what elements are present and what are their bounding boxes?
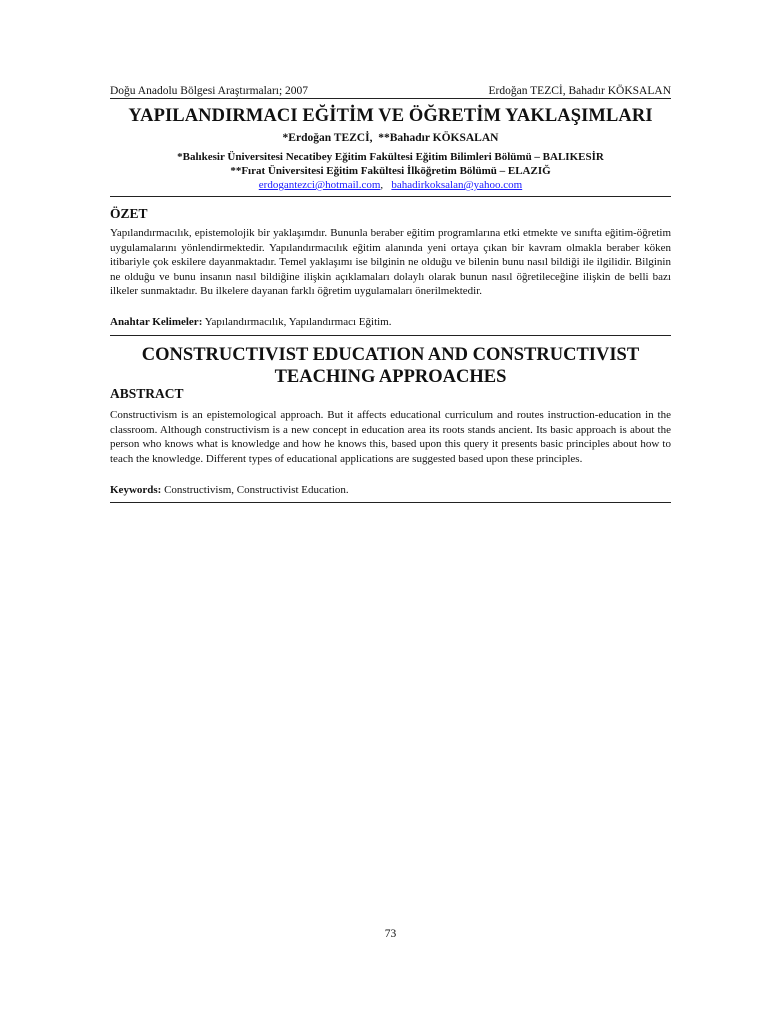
divider bbox=[110, 335, 671, 336]
ozet-text: Yapılandırmacılık, epistemolojik bir yaklaşımdır. Bununla beraber eğitim programlarına etki etmekte ve sınıfta eğitim-öğretim uygulamalarını yönlendirmektedir. Yapılandırmacılık eğitim alanında yeni ortaya çıkan bir kavram olmakla beraber köken itibariyle çok eskilere dayanmaktadır. Temel yaklaşımı ise bilginin ne olduğu ve bilenin bunu nasıl bildiği ile ilgilidir. Bilginin ne olduğu ve bunu insanın nasıl bildiğine ilişkin açıklamaları dolaylı olarak bunun nasıl öğretileceğine ilişkin de belli bazı ilkeler sunmaktadır. Bu ilkelere dayanan farklı öğretim uygulamaları önerilmektedir. bbox=[110, 227, 671, 298]
title-turkish: YAPILANDIRMACI EĞİTİM VE ÖĞRETİM YAKLAŞIMLARI bbox=[128, 106, 653, 126]
author-line bbox=[110, 132, 671, 144]
email-separator: , bbox=[380, 179, 384, 191]
divider bbox=[110, 502, 671, 503]
keywords-turkish bbox=[110, 316, 671, 328]
author-2: **Bahadır KÖKSALAN bbox=[378, 132, 499, 144]
abstract-heading: ABSTRACT bbox=[110, 386, 184, 401]
page-number: 73 bbox=[384, 928, 397, 940]
title-english-line-2: TEACHING APPROACHES bbox=[274, 367, 507, 387]
keywords-english bbox=[110, 484, 671, 496]
affiliation-1: *Balıkesir Üniversitesi Necatibey Eğitim Fakültesi Eğitim Bilimleri Bölümü – BALIKESİR bbox=[177, 151, 604, 163]
abstract-text: Constructivism is an epistemological approach. But it affects educational curriculum and routes instruction-education in the classroom. Although constructivism is a new concept in education area its roots stands ancient. Its basic approach is about the person who knows what is knowledge and how he knows this, based upon this query it presents basic principles about how to teach the knowledge. Different types of educational applications are suggested based upon these principles. bbox=[110, 409, 671, 465]
keywords-label: Keywords: bbox=[110, 484, 162, 496]
running-header bbox=[110, 85, 671, 99]
author-1: *Erdoğan TEZCİ, bbox=[282, 132, 373, 144]
email-line bbox=[110, 179, 671, 191]
running-authors: Erdoğan TEZCİ, Bahadır KÖKSALAN bbox=[488, 85, 671, 97]
email-link-2[interactable]: bahadirkoksalan@yahoo.com bbox=[391, 179, 523, 191]
keywords-value: Constructivism, Constructivist Education. bbox=[164, 484, 349, 496]
title-english bbox=[110, 344, 671, 388]
title-english-line-1: CONSTRUCTIVIST EDUCATION AND CONSTRUCTIVIST bbox=[141, 345, 640, 365]
keywords-value: Yapılandırmacılık, Yapılandırmacı Eğitim. bbox=[204, 316, 392, 328]
keywords-label: Anahtar Kelimeler: bbox=[110, 316, 203, 328]
affiliation-2: **Fırat Üniversitesi Eğitim Fakültesi İlköğretim Bölümü – ELAZIĞ bbox=[230, 165, 551, 177]
journal-name: Doğu Anadolu Bölgesi Araştırmaları; 2007 bbox=[110, 85, 309, 97]
divider bbox=[110, 196, 671, 197]
email-link-1[interactable]: erdogantezci@hotmail.com bbox=[258, 179, 381, 191]
ozet-heading: ÖZET bbox=[110, 206, 148, 221]
